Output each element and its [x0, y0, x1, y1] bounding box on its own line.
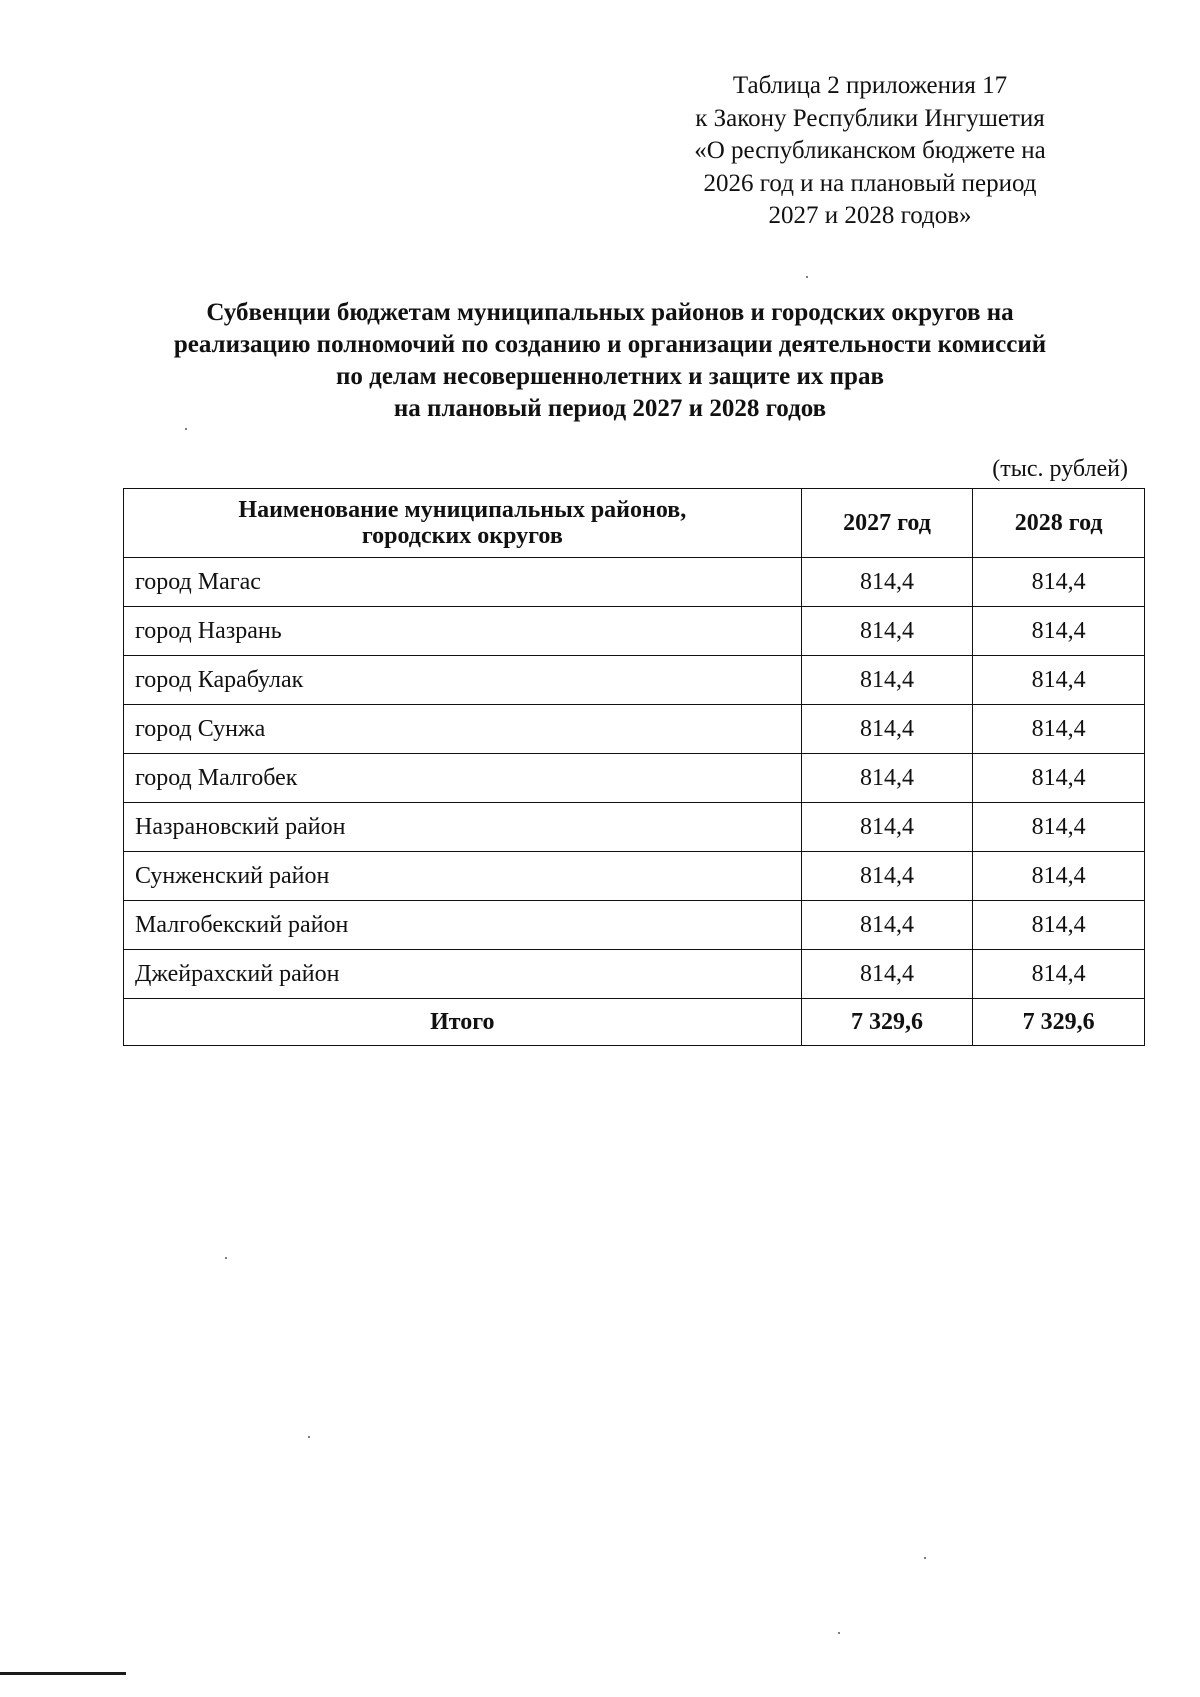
row-value-2028: 814,4: [973, 656, 1145, 705]
scan-speck: [185, 428, 187, 430]
row-value-2028: 814,4: [973, 607, 1145, 656]
table-row: [124, 754, 1145, 803]
annex-line: «О республиканском бюджете на: [694, 137, 1046, 164]
annex-line: Таблица 2 приложения 17: [732, 72, 1008, 99]
row-value-2028: 814,4: [973, 852, 1145, 901]
table-row: [124, 705, 1145, 754]
row-name: город Магас: [124, 558, 802, 607]
row-value-2028: 814,4: [973, 950, 1145, 999]
row-value-2028: 814,4: [973, 705, 1145, 754]
table-row: [124, 852, 1145, 901]
row-name: Джейрахский район: [124, 950, 802, 999]
table-row: [124, 558, 1145, 607]
table-row: [124, 901, 1145, 950]
table-row: [124, 656, 1145, 705]
table-row: [124, 803, 1145, 852]
annex-line: 2026 год и на плановый период: [703, 169, 1037, 197]
scan-speck: [806, 276, 808, 278]
header-name-line2: городских округов: [361, 523, 563, 549]
total-value-2027: 7 329,6: [801, 999, 973, 1046]
table-row: [124, 607, 1145, 656]
subventions-table: [123, 488, 1145, 1046]
row-value-2028: 814,4: [973, 754, 1145, 803]
column-header-2027: 2027 год: [801, 489, 973, 558]
total-row: [124, 999, 1145, 1046]
document-title: [60, 297, 1160, 425]
title-line: на плановый период 2027 и 2028 годов: [393, 395, 827, 422]
annex-reference: [640, 70, 1100, 233]
row-value-2027: 814,4: [801, 607, 973, 656]
scan-speck: [838, 1632, 840, 1634]
row-name: Малгобекский район: [124, 901, 802, 950]
column-header-2028: 2028 год: [973, 489, 1145, 558]
row-value-2028: 814,4: [973, 901, 1145, 950]
table-header-row: [124, 489, 1145, 558]
annex-line: 2027 и 2028 годов»: [768, 202, 972, 229]
units-note: (тыс. рублей): [992, 456, 1128, 482]
table-row: [124, 950, 1145, 999]
row-value-2027: 814,4: [801, 950, 973, 999]
title-line: Субвенции бюджетам муниципальных районов и городских округов на: [206, 299, 1014, 326]
row-value-2027: 814,4: [801, 558, 973, 607]
total-label: Итого: [124, 999, 802, 1046]
title-line: по делам несовершеннолетних и защите их прав: [336, 363, 884, 390]
row-value-2027: 814,4: [801, 803, 973, 852]
row-value-2028: 814,4: [973, 803, 1145, 852]
column-header-name: [124, 489, 802, 558]
total-value-2028: 7 329,6: [973, 999, 1145, 1046]
annex-line: к Закону Республики Ингушетия: [695, 104, 1045, 132]
row-value-2027: 814,4: [801, 901, 973, 950]
scan-speck: [308, 1436, 310, 1438]
row-value-2027: 814,4: [801, 754, 973, 803]
row-name: Сунженский район: [124, 852, 802, 901]
row-name: город Сунжа: [124, 705, 802, 754]
scan-speck: [924, 1557, 926, 1559]
title-line: реализацию полномочий по созданию и организации деятельности комиссий: [173, 331, 1047, 358]
row-name: город Назрань: [124, 607, 802, 656]
row-name: Назрановский район: [124, 803, 802, 852]
row-name: город Карабулак: [124, 656, 802, 705]
scan-edge-mark: [0, 1672, 126, 1675]
row-value-2027: 814,4: [801, 852, 973, 901]
row-value-2028: 814,4: [973, 558, 1145, 607]
row-name: город Малгобек: [124, 754, 802, 803]
row-value-2027: 814,4: [801, 656, 973, 705]
header-name-line1: Наименование муниципальных районов,: [238, 497, 687, 523]
row-value-2027: 814,4: [801, 705, 973, 754]
scan-speck: [225, 1257, 227, 1259]
